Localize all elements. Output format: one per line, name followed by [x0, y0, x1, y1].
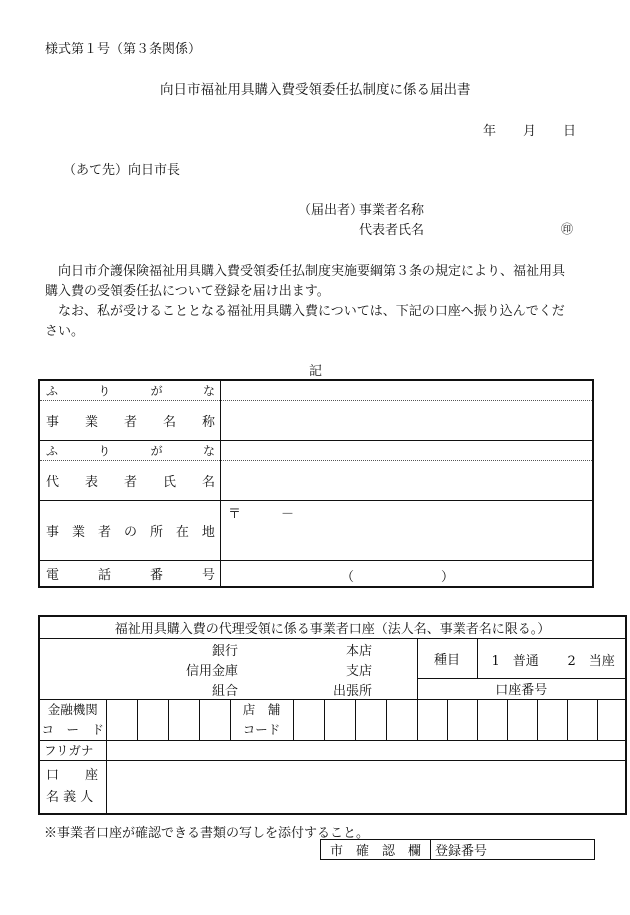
- business-name-furigana-field[interactable]: [221, 380, 594, 400]
- account-type-current: 2 当座: [567, 653, 615, 669]
- phone-close-paren: ）: [441, 569, 455, 585]
- form-number: 様式第１号（第３条関係）: [45, 42, 202, 57]
- institution-code-digit[interactable]: [199, 699, 230, 740]
- account-holder-label: 口 座 名 義 人: [39, 760, 106, 814]
- branch-code-digit[interactable]: [386, 699, 417, 740]
- postal-mark: 〒: [228, 506, 242, 522]
- account-type-options[interactable]: [477, 638, 626, 678]
- postal-dash: －: [281, 506, 295, 522]
- account-number-digit[interactable]: [447, 699, 477, 740]
- bank-account-table: [38, 615, 627, 815]
- seal-mark: ㊞: [561, 222, 574, 236]
- bank-account-heading: 福祉用具購入費の代理受領に係る事業者口座（法人名、事業者名に限る。）: [39, 616, 626, 638]
- branch-code-digit[interactable]: [293, 699, 324, 740]
- branch-type-head: 本店: [345, 643, 372, 659]
- institution-code-label: 金融機関 コ ー ド: [39, 699, 106, 740]
- institution-code-digit[interactable]: [106, 699, 137, 740]
- city-confirmation-label: 市 確 認 欄: [321, 840, 431, 860]
- account-number-digit[interactable]: [507, 699, 537, 740]
- attachment-note: ※事業者口座が確認できる書類の写しを添付すること。: [44, 826, 370, 841]
- institution-code-digit[interactable]: [168, 699, 199, 740]
- representative-name-label-cell: 代 表 者 氏 名: [39, 460, 221, 500]
- bank-type-shinkin: 信用金庫: [185, 663, 238, 679]
- city-confirmation-table: [320, 839, 595, 860]
- bank-type-kumiai: 組合: [211, 683, 238, 699]
- account-number-digit[interactable]: [567, 699, 597, 740]
- branch-code-label: 店 舗 コード: [230, 699, 293, 740]
- account-type-label: 種目: [417, 638, 477, 678]
- representative-name-field[interactable]: [221, 460, 594, 500]
- date-day: 日: [563, 124, 577, 139]
- bank-name-field[interactable]: [39, 638, 417, 699]
- account-number-digit[interactable]: [477, 699, 507, 740]
- date-month: 月: [523, 124, 537, 139]
- account-type-ordinary: 1 普通: [491, 653, 539, 669]
- representative-name-label: 代表者氏名: [359, 223, 425, 238]
- business-info-table: [38, 379, 594, 588]
- phone-open-paren: （: [341, 569, 355, 585]
- account-number-digit[interactable]: [597, 699, 626, 740]
- account-number-label: 口座番号: [417, 678, 626, 699]
- address-field[interactable]: [221, 500, 594, 560]
- account-holder-field[interactable]: [106, 760, 626, 814]
- holder-furigana-field[interactable]: [106, 740, 626, 760]
- business-name-field[interactable]: [221, 400, 594, 440]
- bank-type-bank: 銀行: [211, 643, 238, 659]
- furigana-label-2: ふ り が な: [39, 440, 221, 460]
- account-number-digit[interactable]: [417, 699, 447, 740]
- branch-code-digit[interactable]: [324, 699, 355, 740]
- date-year: 年: [483, 124, 497, 139]
- body-para1-line2: 購入費の受領委任払について登録を届け出ます。: [45, 284, 330, 299]
- representative-furigana-field[interactable]: [221, 440, 594, 460]
- branch-code-digit[interactable]: [355, 699, 386, 740]
- business-name-label-cell: 事 業 者 名 称: [39, 400, 221, 440]
- institution-code-digit[interactable]: [137, 699, 168, 740]
- phone-label-cell: 電 話 番 号: [39, 560, 221, 587]
- branch-type-branch: 支店: [345, 663, 372, 679]
- furigana-label-1: ふ り が な: [39, 380, 221, 400]
- branch-type-office: 出張所: [332, 683, 372, 699]
- holder-furigana-label: フリガナ: [39, 740, 106, 760]
- phone-field[interactable]: [221, 560, 594, 587]
- registration-number-field[interactable]: [431, 840, 595, 860]
- document-title: 向日市福祉用具購入費受領委任払制度に係る届出書: [160, 82, 471, 98]
- addressee: （あて先）向日市長: [63, 163, 181, 178]
- body-para1-line1: 向日市介護保険福祉用具購入費受領委任払制度実施要綱第３条の規定により、福祉用具: [58, 264, 566, 279]
- address-label-cell: 事 業 者 の 所 在 地: [39, 500, 221, 560]
- applicant-label: （届出者）: [298, 203, 364, 218]
- body-para2-line2: さい。: [45, 324, 85, 339]
- body-para2-line1: なお、私が受けることとなる福祉用具購入費については、下記の口座へ振り込んでくだ: [58, 304, 565, 319]
- account-number-digit[interactable]: [537, 699, 567, 740]
- business-name-label: 事業者名称: [359, 203, 425, 218]
- registration-number-label: 登録番号: [435, 844, 488, 859]
- ki-label: 記: [309, 364, 323, 379]
